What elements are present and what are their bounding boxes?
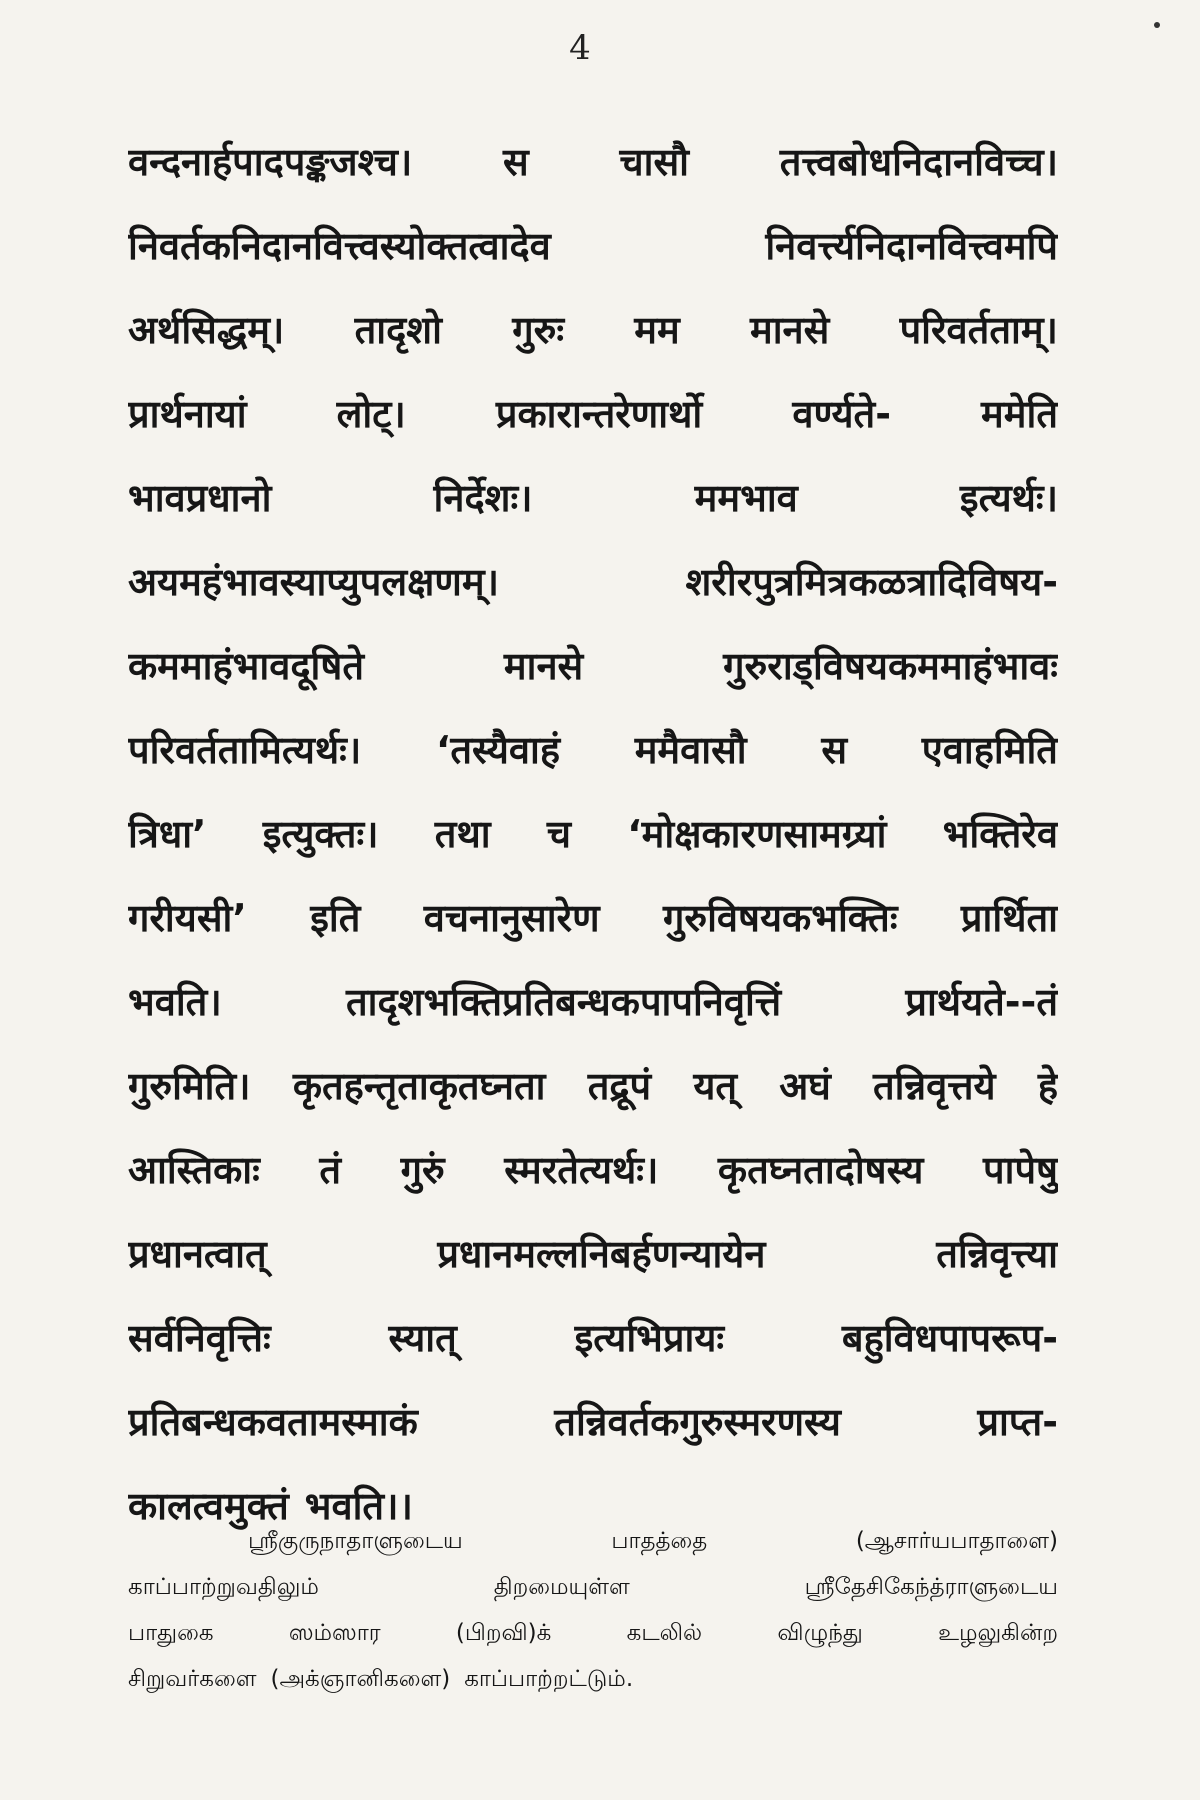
sanskrit-line-6 xyxy=(128,624,1058,708)
word: तादृशभक्तिप्रतिबन्धकपापनिवृत्तिं xyxy=(345,980,782,1024)
word: एवाहमिति xyxy=(921,728,1058,772)
word: प्रार्थनायां xyxy=(128,392,247,436)
sanskrit-line-14 xyxy=(128,1296,1058,1380)
sanskrit-line-9 xyxy=(128,876,1058,960)
word: விழுந்து xyxy=(777,1620,863,1646)
word: கடலில் xyxy=(626,1620,703,1646)
word: ममभाव xyxy=(694,476,798,520)
word: गरीयसी’ xyxy=(128,896,247,940)
tamil-line-0 xyxy=(128,1518,1058,1564)
word: मानसे xyxy=(503,644,584,688)
word: कालत्वमुक्तं xyxy=(128,1484,289,1528)
word: भावप्रधानो xyxy=(128,476,272,520)
word: कृतहन्तृताकृतघ्नता xyxy=(292,1064,546,1108)
word: चासौ xyxy=(619,140,689,184)
word: वर्ण्यते- xyxy=(792,392,891,436)
word: तन्निवृत्त्या xyxy=(936,1232,1058,1276)
word: मानसे xyxy=(749,308,830,352)
word: कृतघ्नतादोषस्य xyxy=(717,1148,924,1192)
word: सर्वनिवृत्तिः xyxy=(128,1316,271,1360)
word: इत्यर्थः। xyxy=(959,476,1058,520)
word: प्रकारान्तरेणार्थो xyxy=(495,392,703,436)
word: (ஆசார்யபாதாளை) xyxy=(855,1528,1058,1554)
word: प्रार्थयते--तं xyxy=(905,980,1058,1024)
word: गुरुविषयकभक्तिः xyxy=(662,896,898,940)
word: ‘तस्यैवाहं xyxy=(435,728,561,772)
word: तद्रूपं xyxy=(587,1064,652,1108)
sanskrit-line-2 xyxy=(128,288,1058,372)
word: च xyxy=(546,812,571,856)
sanskrit-commentary xyxy=(128,120,1058,1548)
sanskrit-line-10 xyxy=(128,960,1058,1044)
sanskrit-line-3 xyxy=(128,372,1058,456)
word: तत्त्वबोधनिदानविच्च। xyxy=(779,140,1058,184)
sanskrit-line-11 xyxy=(128,1044,1058,1128)
sanskrit-line-15 xyxy=(128,1380,1058,1464)
word: निवर्त्त्यनिदानवित्त्वमपि xyxy=(765,224,1058,268)
word: भवति। xyxy=(128,980,222,1024)
sanskrit-line-7 xyxy=(128,708,1058,792)
word: तादृशो xyxy=(354,308,442,352)
word: त्रिधा’ xyxy=(128,812,207,856)
page-number: 4 xyxy=(569,28,591,68)
word: गुरुराड्विषयकममाहंभावः xyxy=(723,644,1058,688)
word: वचनानुसारेण xyxy=(423,896,600,940)
tamil-translation xyxy=(128,1518,1058,1702)
word: परिवर्ततामित्यर्थः। xyxy=(128,728,362,772)
word: तं xyxy=(319,1148,342,1192)
word: गुरुमिति। xyxy=(128,1064,251,1108)
word: इत्यभिप्रायः xyxy=(574,1316,725,1360)
word: तन्निवर्तकगुरुस्मरणस्य xyxy=(554,1400,841,1444)
sanskrit-line-0 xyxy=(128,120,1058,204)
word: स xyxy=(821,728,848,772)
word: ममेति xyxy=(981,392,1058,436)
word: प्रार्थिता xyxy=(960,896,1058,940)
word: स्यात् xyxy=(388,1316,457,1360)
word: ஸம்ஸார xyxy=(288,1620,381,1646)
word: (பிறவி)க் xyxy=(455,1620,552,1646)
sanskrit-line-5 xyxy=(128,540,1058,624)
word: स्मरतेत्यर्थः। xyxy=(504,1148,659,1192)
word: निवर्तकनिदानवित्त्वस्योक्तत्वादेव xyxy=(128,224,551,268)
word: परिवर्तताम्। xyxy=(899,308,1058,352)
word: பாதத்தை xyxy=(611,1528,708,1554)
word: திறமையுள்ள xyxy=(493,1574,630,1600)
tamil-line-2 xyxy=(128,1610,1058,1656)
sanskrit-line-12 xyxy=(128,1128,1058,1212)
word: भक्तिरेव xyxy=(942,812,1058,856)
sanskrit-line-13 xyxy=(128,1212,1058,1296)
word: உழலுகின்ற xyxy=(938,1620,1058,1646)
word: ‘मोक्षकारणसामग्र्यां xyxy=(627,812,887,856)
word: हे xyxy=(1037,1064,1058,1108)
word: वन्दनार्हपादपङ्कजश्च। xyxy=(128,140,413,184)
word: गुरुः xyxy=(512,308,565,352)
word: अघं xyxy=(779,1064,831,1108)
tamil-line-1 xyxy=(128,1564,1058,1610)
word: பாதுகை xyxy=(128,1620,214,1646)
word: प्रतिबन्धकवतामस्माकं xyxy=(128,1400,418,1444)
word: प्रधानमल्लनिबर्हणन्यायेन xyxy=(437,1232,766,1276)
word: ஸ்ரீகுருநாதாளுடைய xyxy=(248,1528,463,1554)
word: तथा xyxy=(434,812,491,856)
word: मम xyxy=(634,308,680,352)
word: காப்பாற்றட்டும். xyxy=(464,1666,634,1692)
word: लोट्। xyxy=(336,392,406,436)
word: अर्थसिद्धम्। xyxy=(128,308,285,352)
sanskrit-line-4 xyxy=(128,456,1058,540)
sanskrit-line-1 xyxy=(128,204,1058,288)
word: निर्देशः। xyxy=(433,476,533,520)
word: ஸ்ரீதேசிகேந்த்ராளுடைய xyxy=(804,1574,1058,1600)
word: (அக்ஞானிகளை) xyxy=(270,1666,451,1692)
word: காப்பாற்றுவதிலும் xyxy=(128,1574,319,1600)
word: भवति।। xyxy=(304,1484,413,1528)
tamil-line-3 xyxy=(128,1656,1058,1702)
word: बहुविधपापरूप- xyxy=(841,1316,1058,1360)
word: प्रधानत्वात् xyxy=(128,1232,267,1276)
word: आस्तिकाः xyxy=(128,1148,260,1192)
word: गुरुं xyxy=(400,1148,445,1192)
word: अयमहंभावस्याप्युपलक्षणम्। xyxy=(128,560,499,604)
word: यत् xyxy=(693,1064,738,1108)
word: சிறுவர்களை xyxy=(128,1666,257,1692)
word: शरीरपुत्रमित्रकळत्रादिविषय- xyxy=(685,560,1058,604)
word: इत्युक्तः। xyxy=(262,812,379,856)
word: तन्निवृत्तये xyxy=(873,1064,996,1108)
word: पापेषु xyxy=(983,1148,1058,1192)
sanskrit-line-8 xyxy=(128,792,1058,876)
word: ममैवासौ xyxy=(634,728,747,772)
word: कममाहंभावदूषिते xyxy=(128,644,364,688)
word: प्राप्त- xyxy=(977,1400,1058,1444)
word: स xyxy=(503,140,529,184)
word: इति xyxy=(310,896,361,940)
